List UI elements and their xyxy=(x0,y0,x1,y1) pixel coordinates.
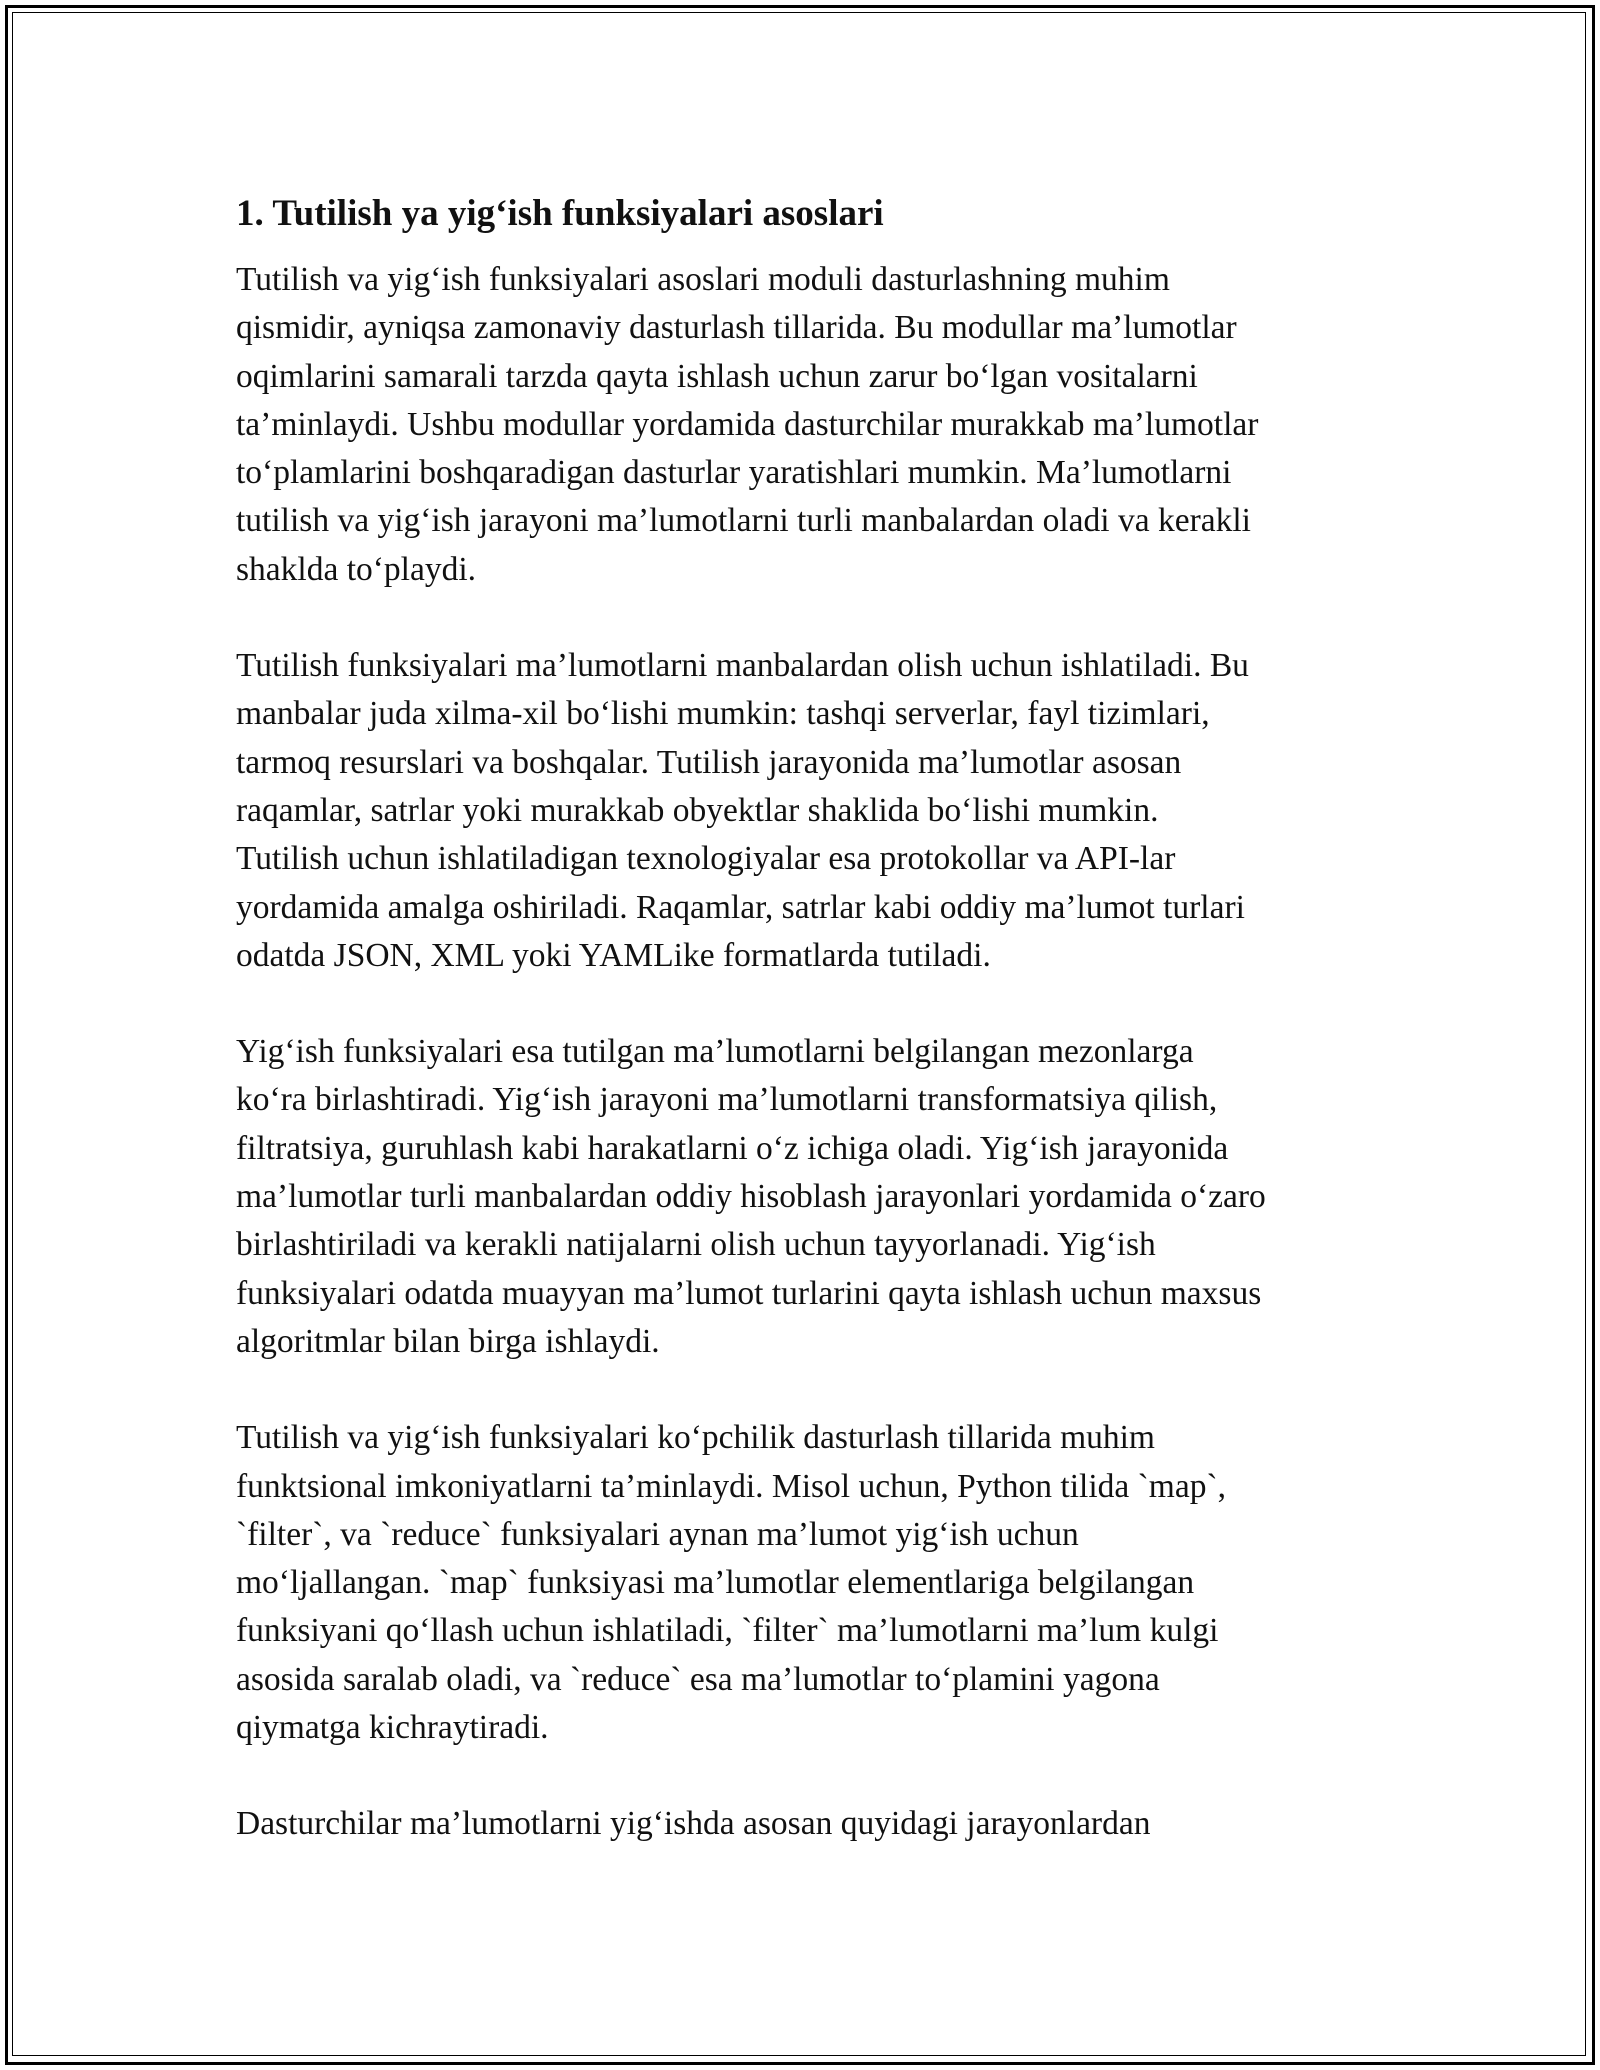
paragraph-line: Tutilish funksiyalari ma’lumotlarni manbalardan olish uchun ishlatiladi. Bu xyxy=(236,647,1249,685)
paragraph-line: funksiyalari odatda muayyan ma’lumot turlarini qayta ishlash uchun maxsus xyxy=(236,1274,1262,1312)
paragraph-line: asosida saralab oladi, va `reduce` esa ma’lumotlar to‘plamini yagona xyxy=(236,1660,1160,1698)
paragraph-line: birlashtiriladi va kerakli natijalarni olish uchun tayyorlanadi. Yig‘ish xyxy=(236,1226,1156,1264)
paragraph-line: funksiyani qo‘llash uchun ishlatiladi, `filter` ma’lumotlarni ma’lum kulgi xyxy=(236,1612,1219,1650)
paragraph-line: qiymatga kichraytiradi. xyxy=(236,1709,549,1747)
paragraph-line: to‘plamlarini boshqaradigan dasturlar yaratishlari mumkin. Ma’lumotlarni xyxy=(236,454,1232,492)
paragraph-line: Tutilish uchun ishlatiladigan texnologiyalar esa protokollar va API-lar xyxy=(236,840,1176,878)
paragraph-line: mo‘ljallangan. `map` funksiyasi ma’lumotlar elementlariga belgilangan xyxy=(236,1564,1195,1602)
paragraph-4 xyxy=(236,1414,1376,1752)
paragraph-line: yordamida amalga oshiriladi. Raqamlar, satrlar kabi oddiy ma’lumot turlari xyxy=(236,888,1245,926)
document-body xyxy=(236,190,1376,1897)
paragraph-line: ma’lumotlar turli manbalardan oddiy hisoblash jarayonlari yordamida o‘zaro xyxy=(236,1178,1266,1216)
paragraph-5 xyxy=(236,1800,1376,1848)
paragraph-line: tutilish va yig‘ish jarayoni ma’lumotlarni turli manbalardan oladi va kerakli xyxy=(236,502,1251,540)
paragraph-line: Tutilish va yig‘ish funksiyalari asoslari moduli dasturlashning muhim xyxy=(236,261,1170,298)
paragraph-line: Yig‘ish funksiyalari esa tutilgan ma’lumotlarni belgilangan mezonlarga xyxy=(236,1033,1194,1071)
paragraph-line: ko‘ra birlashtiradi. Yig‘ish jarayoni ma’lumotlarni transformatsiya qilish, xyxy=(236,1081,1218,1119)
paragraph-3 xyxy=(236,1028,1376,1366)
paragraph-line: ta’minlaydi. Ushbu modullar yordamida dasturchilar murakkab ma’lumotlar xyxy=(236,405,1259,443)
paragraph-line: raqamlar, satrlar yoki murakkab obyektlar shaklida bo‘lishi mumkin. xyxy=(236,791,1159,829)
paragraph-line: qismidir, ayniqsa zamonaviy dasturlash tillarida. Bu modullar ma’lumotlar xyxy=(236,309,1237,347)
paragraph-line: `filter`, va `reduce` funksiyalari aynan ma’lumot yig‘ish uchun xyxy=(236,1515,1079,1553)
paragraph-line: tarmoq resurslari va boshqalar. Tutilish jarayonida ma’lumotlar asosan xyxy=(236,743,1182,781)
paragraph-2 xyxy=(236,642,1376,980)
paragraph-line: funktsional imkoniyatlarni ta’minlaydi. Misol uchun, Python tilida `map`, xyxy=(236,1467,1226,1505)
paragraph-line: filtratsiya, guruhlash kabi harakatlarni o‘z ichiga oladi. Yig‘ish jarayonida xyxy=(236,1129,1229,1167)
paragraph-line: manbalar juda xilma-xil bo‘lishi mumkin: tashqi serverlar, fayl tizimlari, xyxy=(236,695,1210,733)
section-heading: 1. Tutilish ya yig‘ish funksiyalari asoslari xyxy=(236,193,884,234)
paragraph-line: Dasturchilar ma’lumotlarni yig‘ishda asosan quyidagi jarayonlardan xyxy=(236,1805,1151,1843)
paragraph-line: shaklda to‘playdi. xyxy=(236,550,477,588)
paragraph-line: Tutilish va yig‘ish funksiyalari ko‘pchilik dasturlash tillarida muhim xyxy=(236,1419,1155,1457)
paragraph-line: odatda JSON, XML yoki YAMLike formatlarda tutiladi. xyxy=(236,936,991,974)
paragraph-line: oqimlarini samarali tarzda qayta ishlash uchun zarur bo‘lgan vositalarni xyxy=(236,357,1198,395)
paragraph-line: algoritmlar bilan birga ishlaydi. xyxy=(236,1322,660,1360)
paragraph-1 xyxy=(236,256,1376,594)
